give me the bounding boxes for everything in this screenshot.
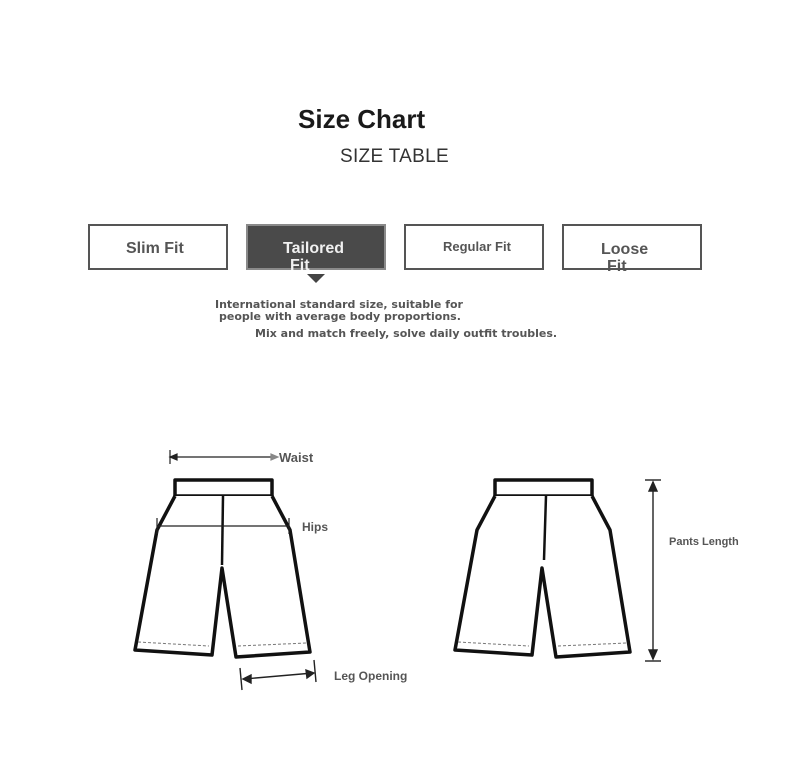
shorts-back-illustration — [455, 480, 630, 657]
fit-option-label-line2: Fit — [607, 258, 627, 275]
fit-option-label: Slim Fit — [126, 240, 184, 257]
leg-opening-label: Leg Opening — [334, 669, 408, 683]
waist-label: Waist — [279, 450, 314, 465]
waist-arrow-icon — [170, 450, 278, 464]
pants-length-label: Pants Length — [669, 536, 739, 548]
hips-label: Hips — [302, 520, 329, 534]
description-line-3: Mix and match freely, solve daily outfit troubles. — [255, 327, 558, 340]
shorts-front-illustration — [135, 480, 310, 657]
fit-option-label-line1: Loose — [601, 241, 649, 258]
pants-length-arrow-icon — [645, 480, 661, 661]
description-line-2: people with average body proportions. — [219, 310, 461, 323]
fit-option-label: Regular Fit — [443, 239, 511, 254]
description-line-1: International standard size, suitable for — [215, 298, 463, 311]
leg-opening-arrow-icon — [240, 660, 316, 690]
fit-option-label-line2: Fit — [290, 257, 310, 274]
fit-option-label-line1: Tailored — [283, 240, 345, 257]
page-title: Size Chart — [298, 104, 426, 134]
page-subtitle: SIZE TABLE — [340, 146, 449, 167]
